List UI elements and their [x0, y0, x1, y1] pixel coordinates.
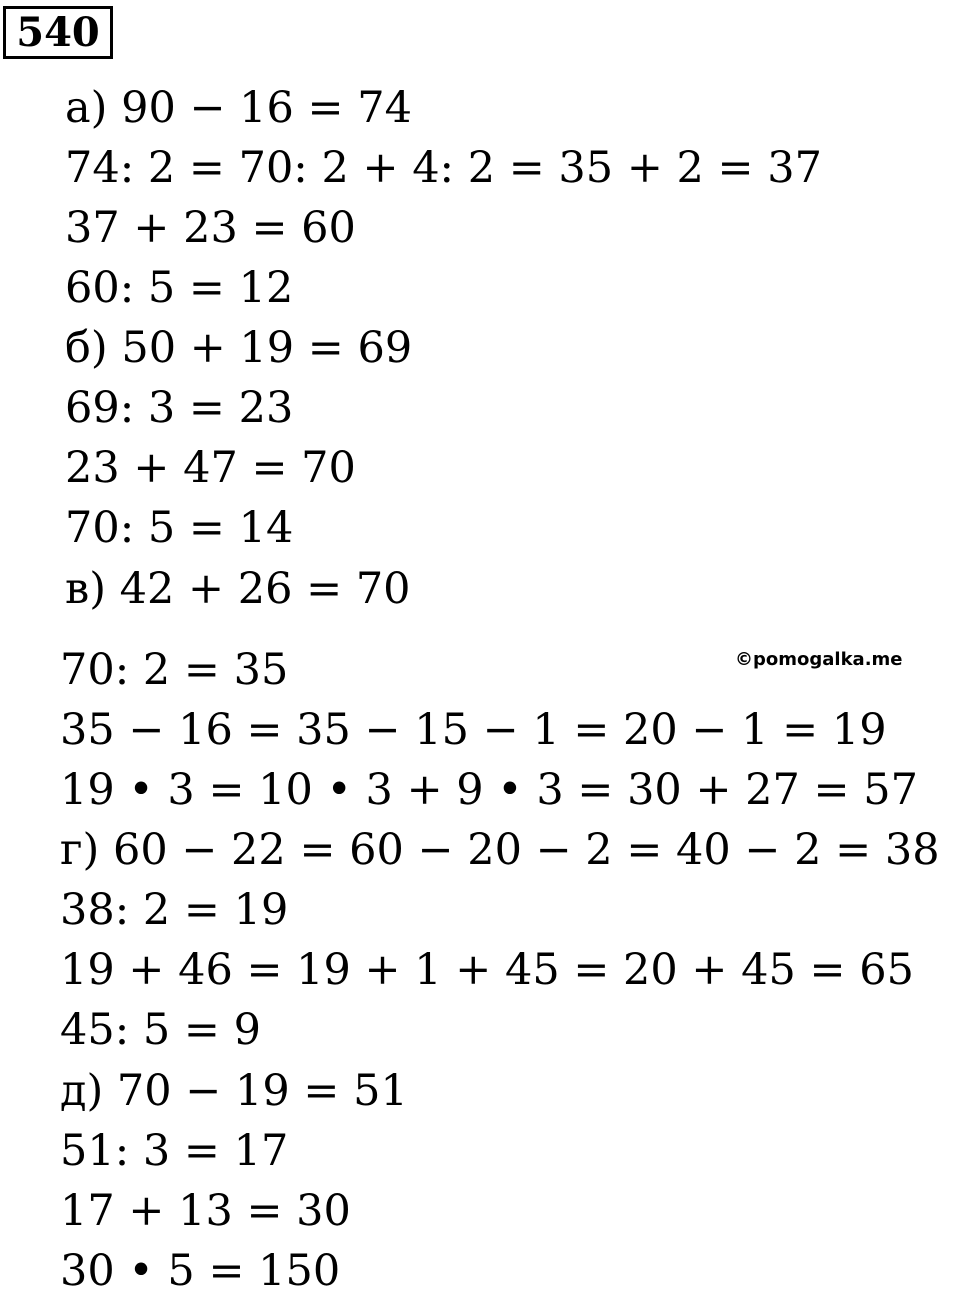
- solution-line-a-4: 60: 5 = 12: [65, 263, 294, 313]
- solution-line-b-1: б) 50 + 19 = 69: [65, 323, 413, 373]
- solution-line-g-4: 45: 5 = 9: [60, 1005, 261, 1055]
- solution-line-v-4: 19 • 3 = 10 • 3 + 9 • 3 = 30 + 27 = 57: [60, 765, 918, 815]
- solution-line-g-3: 19 + 46 = 19 + 1 + 45 = 20 + 45 = 65: [60, 945, 914, 995]
- solution-line-b-2: 69: 3 = 23: [65, 383, 294, 433]
- task-number-box: [3, 6, 113, 59]
- solution-line-b-3: 23 + 47 = 70: [65, 443, 356, 493]
- solution-line-d-3: 17 + 13 = 30: [60, 1186, 351, 1236]
- solution-line-b-4: 70: 5 = 14: [65, 503, 294, 553]
- solution-line-d-1: д) 70 − 19 = 51: [60, 1066, 408, 1116]
- solution-line-v-2: 70: 2 = 35: [60, 645, 289, 695]
- solution-line-v-1: в) 42 + 26 = 70: [65, 564, 411, 614]
- solution-line-g-1: г) 60 − 22 = 60 − 20 − 2 = 40 − 2 = 38: [60, 825, 940, 875]
- solution-line-g-2: 38: 2 = 19: [60, 885, 289, 935]
- watermark: ©pomogalka.me: [735, 649, 903, 670]
- solution-line-d-2: 51: 3 = 17: [60, 1126, 289, 1176]
- solution-line-v-3: 35 − 16 = 35 − 15 − 1 = 20 − 1 = 19: [60, 705, 887, 755]
- solution-line-a-1: а) 90 − 16 = 74: [65, 83, 412, 133]
- task-number: 540: [16, 8, 100, 56]
- solution-line-a-3: 37 + 23 = 60: [65, 203, 356, 253]
- solution-line-d-4: 30 • 5 = 150: [60, 1246, 341, 1296]
- solution-line-a-2: 74: 2 = 70: 2 + 4: 2 = 35 + 2 = 37: [65, 143, 822, 193]
